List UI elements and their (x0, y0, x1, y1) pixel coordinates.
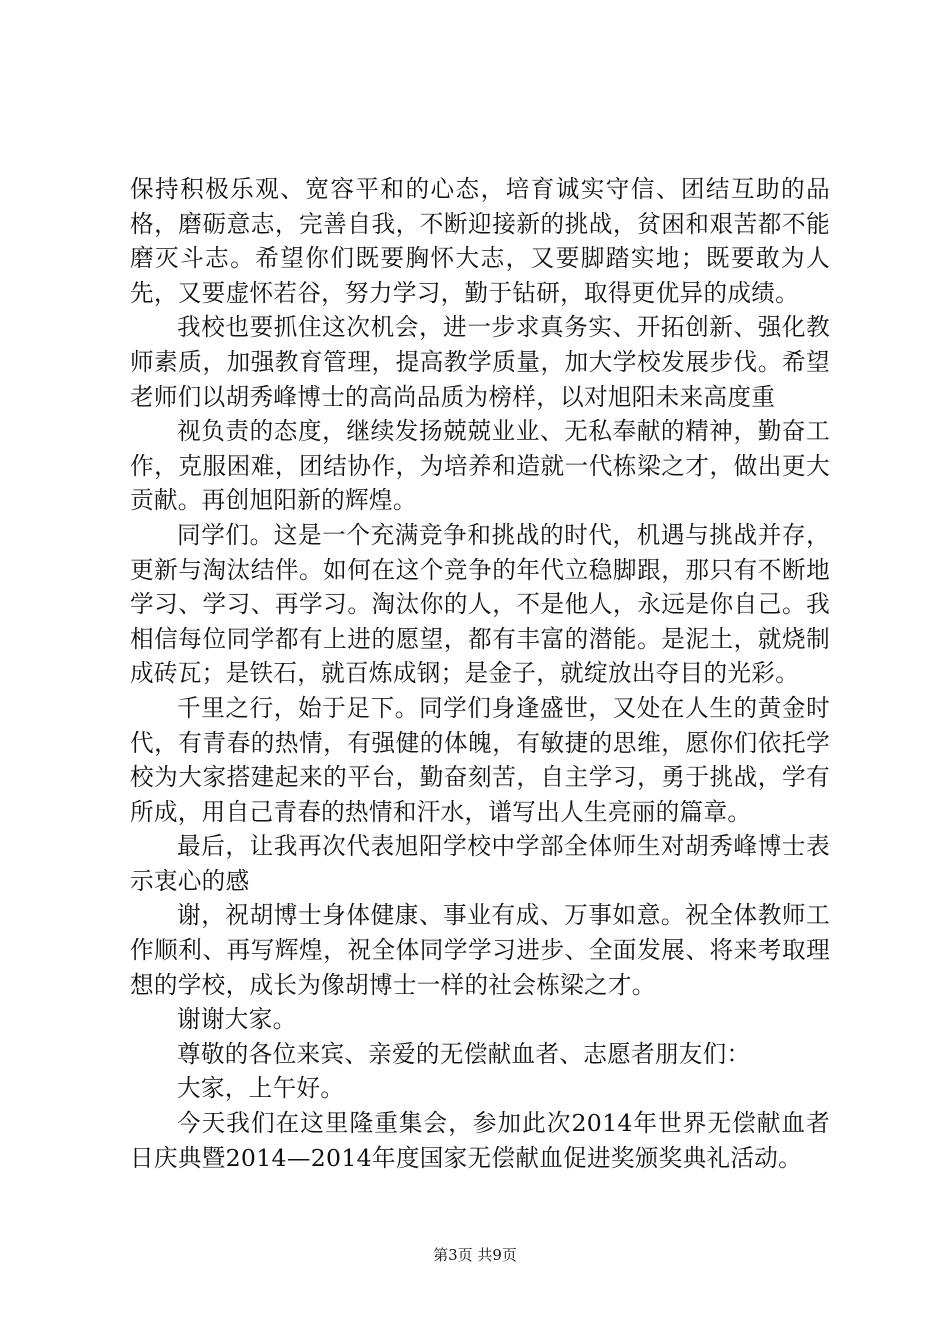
paragraph-7: 谢，祝胡博士身体健康、事业有成、万事如意。祝全体教师工作顺利、再写辉煌，祝全体同学学习进步、全面发展、将来考取理想的学校，成长为像胡博士一样的社会栋梁之才。 (130, 901, 830, 999)
paragraph-6: 最后，让我再次代表旭阳学校中学部全体师生对胡秀峰博士表示衷心的感 (130, 832, 830, 895)
paragraph-9: 尊敬的各位来宾、亲爱的无偿献血者、志愿者朋友们： (177, 1039, 751, 1068)
paragraph-11: 今天我们在这里隆重集会，参加此次2014年世界无偿献血者日庆典暨2014—2014年度国家无偿献血促进奖颁奖典礼活动。 (130, 1109, 830, 1172)
paragraph-10: 大家，上午好。 (177, 1074, 345, 1103)
document-body (130, 172, 830, 1175)
paragraph-4: 同学们。这是一个充满竞争和挑战的时代，机遇与挑战并存，更新与淘汰结伴。如何在这个竞争的年代立稳脚跟，那只有不断地学习、学习、再学习。淘汰你的人，不是他人，永远是你自己。我相信每位同学都有上进的愿望，都有丰富的潜能。是泥土，就烧制成砖瓦；是铁石，就百炼成钢；是金子，就绽放出夺目的光彩。 (130, 520, 830, 688)
paragraph-8: 谢谢大家。 (177, 1005, 297, 1034)
paragraph-1: 保持积极乐观、宽容平和的心态，培育诚实守信、团结互助的品格，磨砺意志，完善自我，不断迎接新的挑战，贫困和艰苦都不能磨灭斗志。希望你们既要胸怀大志，又要脚踏实地；既要敢为人先，又要虚怀若谷，努力学习，勤于钻研，取得更优异的成绩。 (130, 175, 830, 307)
paragraph-2: 我校也要抓住这次机会，进一步求真务实、开拓创新、强化教师素质，加强教育管理，提高教学质量，加大学校发展步伐。希望老师们以胡秀峰博士的高尚品质为榜样，以对旭阳未来高度重 (130, 313, 830, 411)
paragraph-3: 视负责的态度，继续发扬兢兢业业、无私奉献的精神，勤奋工作，克服困难，团结协作，为培养和造就一代栋梁之才，做出更大贡献。再创旭阳新的辉煌。 (130, 417, 830, 515)
page-number-footer: 第3页 共9页 (433, 1246, 517, 1264)
paragraph-5: 千里之行，始于足下。同学们身逢盛世，又处在人生的黄金时代，有青春的热情，有强健的体魄，有敏捷的思维，愿你们依托学校为大家搭建起来的平台，勤奋刻苦，自主学习，勇于挑战，学有所成，用自己青春的热情和汗水，谱写出人生亮丽的篇章。 (130, 693, 830, 826)
